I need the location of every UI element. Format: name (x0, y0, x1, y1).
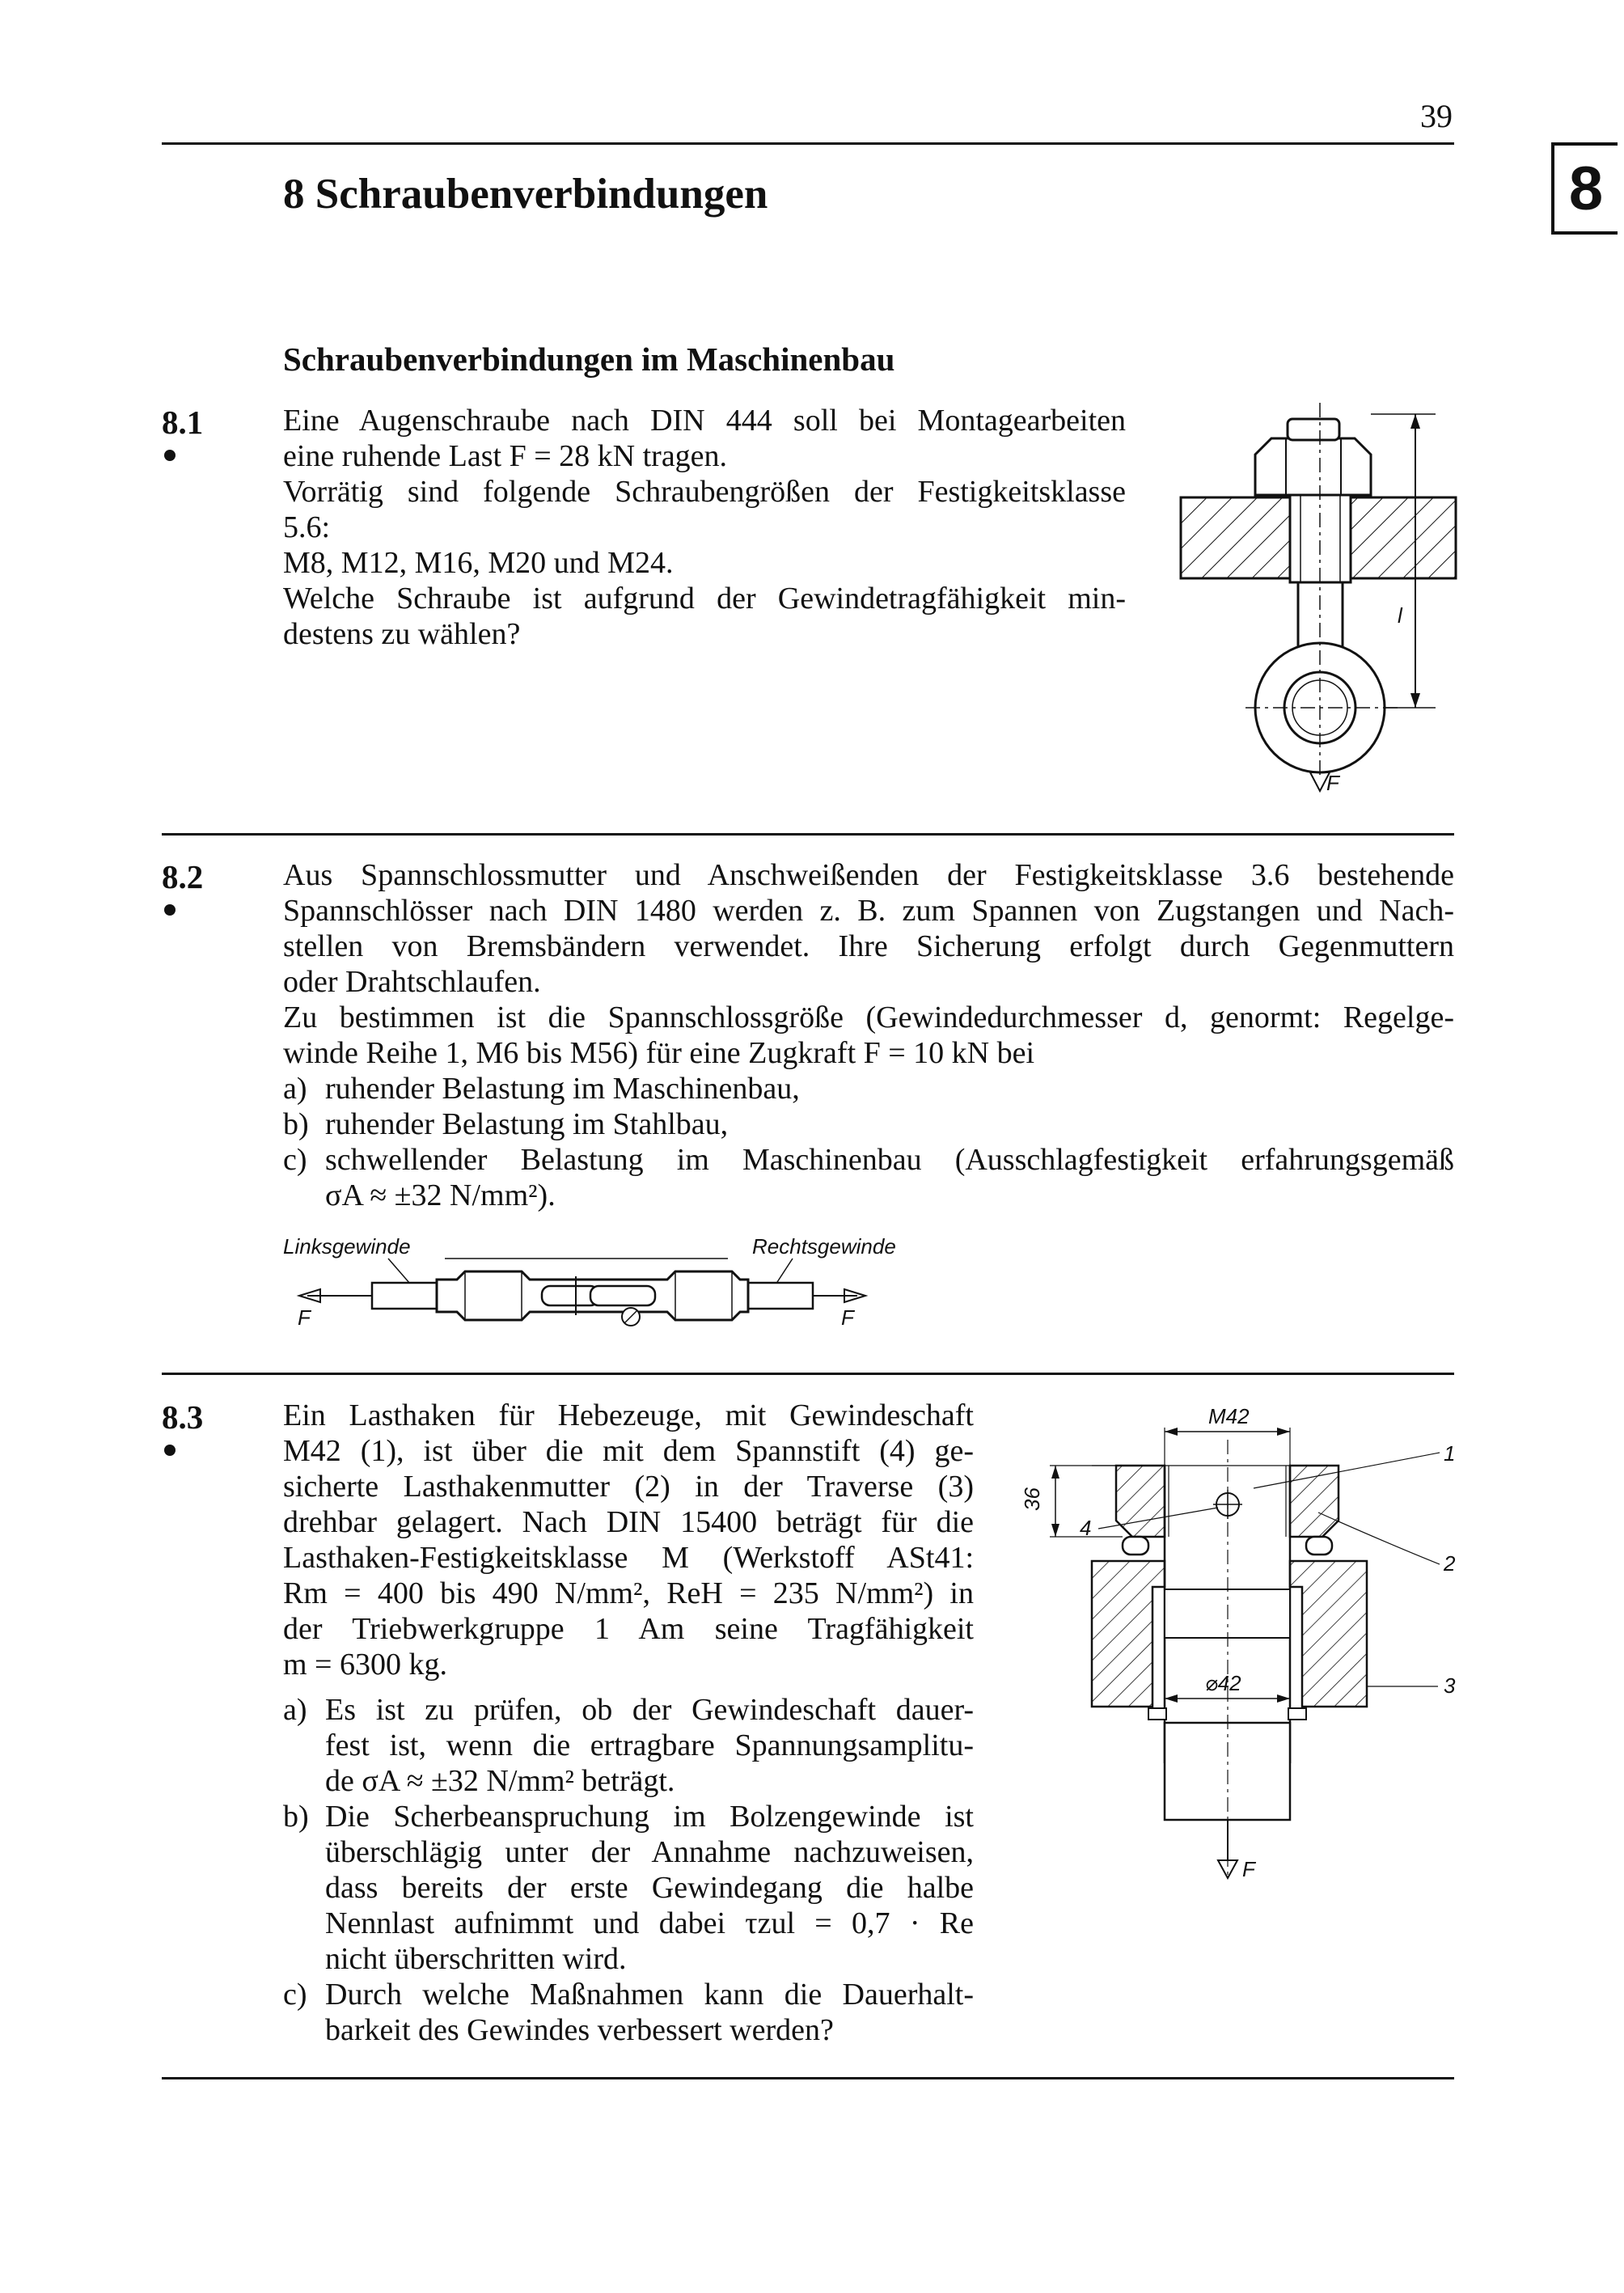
force-label: F (1242, 1857, 1255, 1881)
turnbuckle-figure (275, 1229, 938, 1343)
chapter-tab: 8 (1551, 142, 1618, 235)
text-line: überschlägig unter der Annahme nachzuweisen, (325, 1835, 974, 1869)
page-number: 39 (1420, 98, 1453, 134)
text-line: ruhender Belastung im Maschinenbau, (325, 1072, 800, 1106)
text-line: Es ist zu prüfen, ob der Gewindeschaft dauer- (325, 1693, 974, 1727)
text-line: Rm = 400 bis 490 N/mm², ReH = 235 N/mm²) in (283, 1576, 974, 1610)
task-text-8-2 (283, 857, 1454, 1071)
list-item (283, 1106, 1454, 1142)
text-line: drehbar gelagert. Nach DIN 15400 beträgt für die (283, 1505, 974, 1539)
text-line: ruhender Belastung im Stahlbau, (325, 1107, 729, 1141)
force-left-label: F (298, 1305, 311, 1330)
thread-label: M42 (1208, 1404, 1250, 1428)
item-label: b) (283, 1107, 309, 1141)
text-line: dass bereits der erste Gewindegang die halbe (325, 1871, 974, 1905)
task-bullet-8-2 (164, 904, 176, 916)
length-label: l (1398, 603, 1402, 628)
hook-nut-left (1116, 1466, 1165, 1537)
task-text-8-3 (283, 1398, 974, 1682)
plate-right (1351, 497, 1456, 578)
eyebolt-figure (1165, 388, 1472, 809)
task-number-8-1: 8.1 (162, 404, 204, 441)
text-line: σA ≈ ±32 N/mm²). (325, 1178, 556, 1212)
part-2-label: 2 (1444, 1551, 1456, 1576)
text-line: der Triebwerkgruppe 1 Am seine Tragfähigkeit (283, 1612, 974, 1646)
part-1-label: 1 (1444, 1441, 1456, 1466)
section-title: Schraubenverbindungen im Maschinenbau (283, 341, 895, 378)
text-line: de σA ≈ ±32 N/mm² beträgt. (325, 1764, 675, 1798)
text-line: nicht überschritten wird. (325, 1942, 627, 1976)
bottom-rule (162, 2077, 1454, 2079)
text-line: schwellender Belastung im Maschinenbau (Ausschlagfestigkeit erfahrungsgemäß (325, 1143, 1454, 1177)
text-line: Durch welche Maßnahmen kann die Dauerhalt- (325, 1978, 974, 2012)
text-line: Lasthaken-Festigkeitsklasse M (Werkstoff ASt41: (283, 1541, 974, 1575)
text-line: winde Reihe 1, M6 bis M56) für eine Zugkraft F = 10 kN bei (283, 1036, 1035, 1070)
text-line: Zu bestimmen ist die Spannschlossgröße (Gewindedurchmesser d, genormt: Regelge- (283, 1001, 1454, 1034)
task-number-8-2: 8.2 (162, 858, 204, 895)
text-line: m = 6300 kg. (283, 1648, 447, 1682)
text-line: Welche Schraube ist aufgrund der Gewindetragfähigkeit min- (283, 582, 1126, 616)
text-line: Die Scherbeanspruchung im Bolzengewinde ist (325, 1800, 974, 1834)
list-item (283, 1692, 974, 1799)
text-line: Ein Lasthaken für Hebezeuge, mit Gewindeschaft (283, 1398, 974, 1432)
left-thread-label: Linksgewinde (283, 1234, 411, 1259)
text-line: Spannschlösser nach DIN 1480 werden z. B. zum Spannen von Zugstangen und Nach- (283, 894, 1454, 928)
text-line: stellen von Bremsbändern verwendet. Ihre Sicherung erfolgt durch Gegenmuttern (283, 929, 1454, 963)
text-line: M42 (1), ist über die mit dem Spannstift (4) ge- (283, 1434, 974, 1468)
separator-rule (162, 1373, 1454, 1375)
part-3-label: 3 (1444, 1673, 1456, 1698)
text-line: sicherte Lasthakenmutter (2) in der Traverse (3) (283, 1470, 974, 1504)
chapter-title: 8 Schraubenverbindungen (283, 171, 768, 218)
list-item (283, 1799, 974, 1977)
force-label: F (1326, 771, 1339, 795)
header-rule (162, 142, 1454, 145)
load-hook-figure (1011, 1391, 1464, 1893)
task-number-8-3: 8.3 (162, 1398, 204, 1436)
part-4-label: 4 (1080, 1516, 1092, 1540)
task-items-8-3 (283, 1692, 974, 2048)
text-line: fest ist, wenn die ertragbare Spannungsamplitu- (325, 1728, 974, 1762)
item-label: c) (283, 1143, 307, 1177)
force-right-label: F (841, 1305, 854, 1330)
text-line: 5.6: (283, 510, 331, 544)
task-bullet-8-1 (164, 450, 176, 461)
task-items-8-2 (283, 1071, 1454, 1213)
text-line: Eine Augenschraube nach DIN 444 soll bei Montagearbeiten (283, 404, 1126, 438)
text-line: oder Drahtschlaufen. (283, 965, 541, 999)
text-line: Nennlast aufnimmt und dabei τzul = 0,7 · Re (325, 1906, 974, 1940)
separator-rule (162, 833, 1454, 836)
item-label: b) (283, 1800, 309, 1834)
task-text-8-1 (283, 403, 1126, 652)
item-label: c) (283, 1978, 307, 2012)
list-item (283, 1071, 1454, 1106)
text-line: M8, M12, M16, M20 und M24. (283, 546, 674, 580)
item-label: a) (283, 1072, 307, 1106)
right-thread-label: Rechtsgewinde (752, 1234, 896, 1259)
list-item (283, 1977, 974, 2048)
diameter-label: ⌀42 (1205, 1671, 1241, 1695)
traverse-right (1290, 1561, 1367, 1707)
text-line: Aus Spannschlossmutter und Anschweißenden der Festigkeitsklasse 3.6 bestehende (283, 858, 1454, 892)
nut (1255, 438, 1371, 495)
list-item (283, 1142, 1454, 1213)
height-label: 36 (1020, 1487, 1044, 1511)
text-line: eine ruhende Last F = 28 kN tragen. (283, 439, 728, 473)
item-label: a) (283, 1693, 307, 1727)
text-line: barkeit des Gewindes verbessert werden? (325, 2013, 834, 2047)
text-line: destens zu wählen? (283, 617, 521, 651)
traverse-left (1092, 1561, 1165, 1707)
text-line: Vorrätig sind folgende Schraubengrößen der Festigkeitsklasse (283, 475, 1126, 509)
task-bullet-8-3 (164, 1445, 176, 1456)
plate-left (1181, 497, 1290, 578)
